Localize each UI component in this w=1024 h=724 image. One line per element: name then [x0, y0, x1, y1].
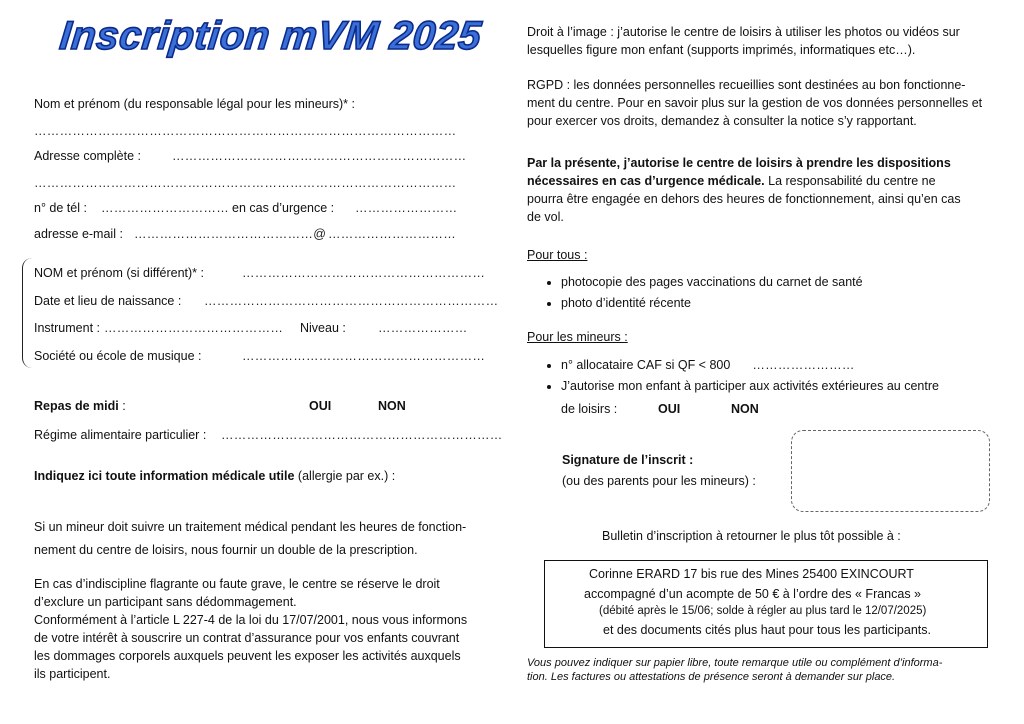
minors-heading: Pour les mineurs : [527, 330, 628, 344]
diet-label: Régime alimentaire particulier : [34, 428, 207, 442]
brace-decoration [22, 258, 33, 368]
address-line-2: accompagné d’un acompte de 50 € à l’ordre des « Francas » [584, 587, 922, 601]
address-line-1: Corinne ERARD 17 bis rue des Mines 25400 EXINCOURT [589, 567, 914, 581]
list-item: • photocopie des pages vaccinations du carnet de santé [561, 272, 863, 293]
emergency-label: en cas d’urgence : [232, 201, 335, 215]
outdoor-text-2: de loisirs : [561, 402, 618, 416]
participant-name-field[interactable]: ………………………………………………… [242, 266, 486, 280]
footer-note-1: Vous pouvez indiquer sur papier libre, toute remarque utile ou complément d’informa- [527, 657, 943, 669]
all-heading: Pour tous : [527, 248, 588, 262]
law-text-2: de votre intérêt à souscrire un contrat d’assurance pour vos enfants couvrant [34, 631, 460, 645]
law-text-4: ils participent. [34, 667, 111, 681]
birth-label: Date et lieu de naissance : [34, 294, 182, 308]
signature-sub-label: (ou des parents pour les mineurs) : [562, 474, 756, 488]
email-label: adresse e-mail : [34, 227, 123, 241]
school-field[interactable]: ………………………………………………… [242, 349, 486, 363]
phone-field[interactable]: ………………………… [101, 201, 229, 215]
lunch-label: Repas de midi : [34, 399, 126, 413]
signature-box[interactable] [791, 430, 990, 512]
page-title: Inscription mVM 2025 [57, 14, 484, 58]
rgpd-text-2: ment du centre. Pour en savoir plus sur la gestion de vos données personnelles et [527, 96, 983, 110]
image-rights-text-1: Droit à l’image : j’autorise le centre de loisirs à utiliser les photos ou vidéos sur [527, 25, 960, 39]
diet-field[interactable]: ………………………………………………………… [221, 428, 503, 442]
level-field[interactable]: ………………… [378, 321, 468, 335]
treatment-text-2: nement du centre de loisirs, nous fournir un double de la prescription. [34, 543, 418, 557]
medical-info-label: Indiquez ici toute information médicale utile (allergie par ex.) : [34, 469, 396, 483]
authorization-text-3: pourra être engagée en dehors des heures de fonctionnement, ainsi qu’en cas [527, 192, 961, 206]
list-item: • photo d’identité récente [561, 293, 863, 314]
rgpd-text-1: RGPD : les données personnelles recueillies sont destinées au bon fonctionne- [527, 78, 966, 92]
signature-label: Signature de l’inscrit : [562, 453, 694, 467]
footer-note-2: tion. Les factures ou attestations de présence seront à demander sur place. [527, 671, 896, 683]
instrument-label: Instrument : [34, 321, 100, 335]
law-text-3: les dommages corporels auxquels peuvent les exposer les activités auxquels [34, 649, 461, 663]
emergency-field[interactable]: …………………… [355, 201, 458, 215]
all-list [527, 272, 863, 314]
minors-list [527, 355, 1001, 397]
treatment-text-1: Si un mineur doit suivre un traitement médical pendant les heures de fonction- [34, 520, 467, 534]
address-label: Adresse complète : [34, 149, 141, 163]
law-text-1: Conformément à l’article L 227-4 de la loi du 17/07/2001, nous vous informons [34, 613, 468, 627]
return-text: Bulletin d’inscription à retourner le plus tôt possible à : [602, 529, 901, 543]
discipline-text-1: En cas d’indiscipline flagrante ou faute grave, le centre se réserve le droit [34, 577, 440, 591]
lunch-no-option[interactable]: NON [378, 399, 406, 413]
authorization-text-4: de vol. [527, 210, 564, 224]
rgpd-text-3: pour exercer vos droits, demandez à consulter la notice s’y rapportant. [527, 114, 917, 128]
address-line-3: (débité après le 15/06; solde à régler au plus tard le 12/07/2025) [599, 605, 927, 617]
school-label: Société ou école de musique : [34, 349, 202, 363]
level-label: Niveau : [300, 321, 346, 335]
participant-name-label: NOM et prénom (si différent)* : [34, 266, 204, 280]
address-line-4: et des documents cités plus haut pour tous les participants. [603, 623, 931, 637]
caf-field[interactable]: …………………… [752, 358, 855, 372]
email-domain-field[interactable]: ………………………… [328, 227, 456, 241]
outdoor-yes-option[interactable]: OUI [658, 402, 681, 416]
address-field[interactable]: …………………………………………………………… [172, 149, 467, 163]
image-rights-text-2: lesquelles figure mon enfant (supports imprimés, informatiques etc…). [527, 43, 916, 57]
address-box [544, 560, 988, 648]
instrument-field[interactable]: …………………………………… [104, 321, 284, 335]
discipline-text-2: d’exclure un participant sans dédommagement. [34, 595, 297, 609]
list-item: • J’autorise mon enfant à participer aux activités extérieures au centre [561, 376, 1001, 397]
guardian-name-field[interactable]: ……………………………………………………………………………………… [34, 124, 457, 138]
lunch-yes-option[interactable]: OUI [309, 399, 332, 413]
address-field-2[interactable]: ……………………………………………………………………………………… [34, 176, 457, 190]
authorization-text-1: Par la présente, j’autorise le centre de loisirs à prendre les dispositions [527, 156, 951, 170]
phone-label: n° de tél : [34, 201, 87, 215]
outdoor-no-option[interactable]: NON [731, 402, 759, 416]
email-field[interactable]: ……………………………………@ [134, 227, 327, 241]
authorization-text-2: nécessaires en cas d’urgence médicale. La responsabilité du centre ne [527, 174, 936, 188]
birth-field[interactable]: …………………………………………………………… [204, 294, 499, 308]
guardian-name-label: Nom et prénom (du responsable légal pour les mineurs)* : [34, 97, 355, 111]
list-item: • n° allocataire CAF si QF < 800 …………………… [561, 355, 1001, 376]
